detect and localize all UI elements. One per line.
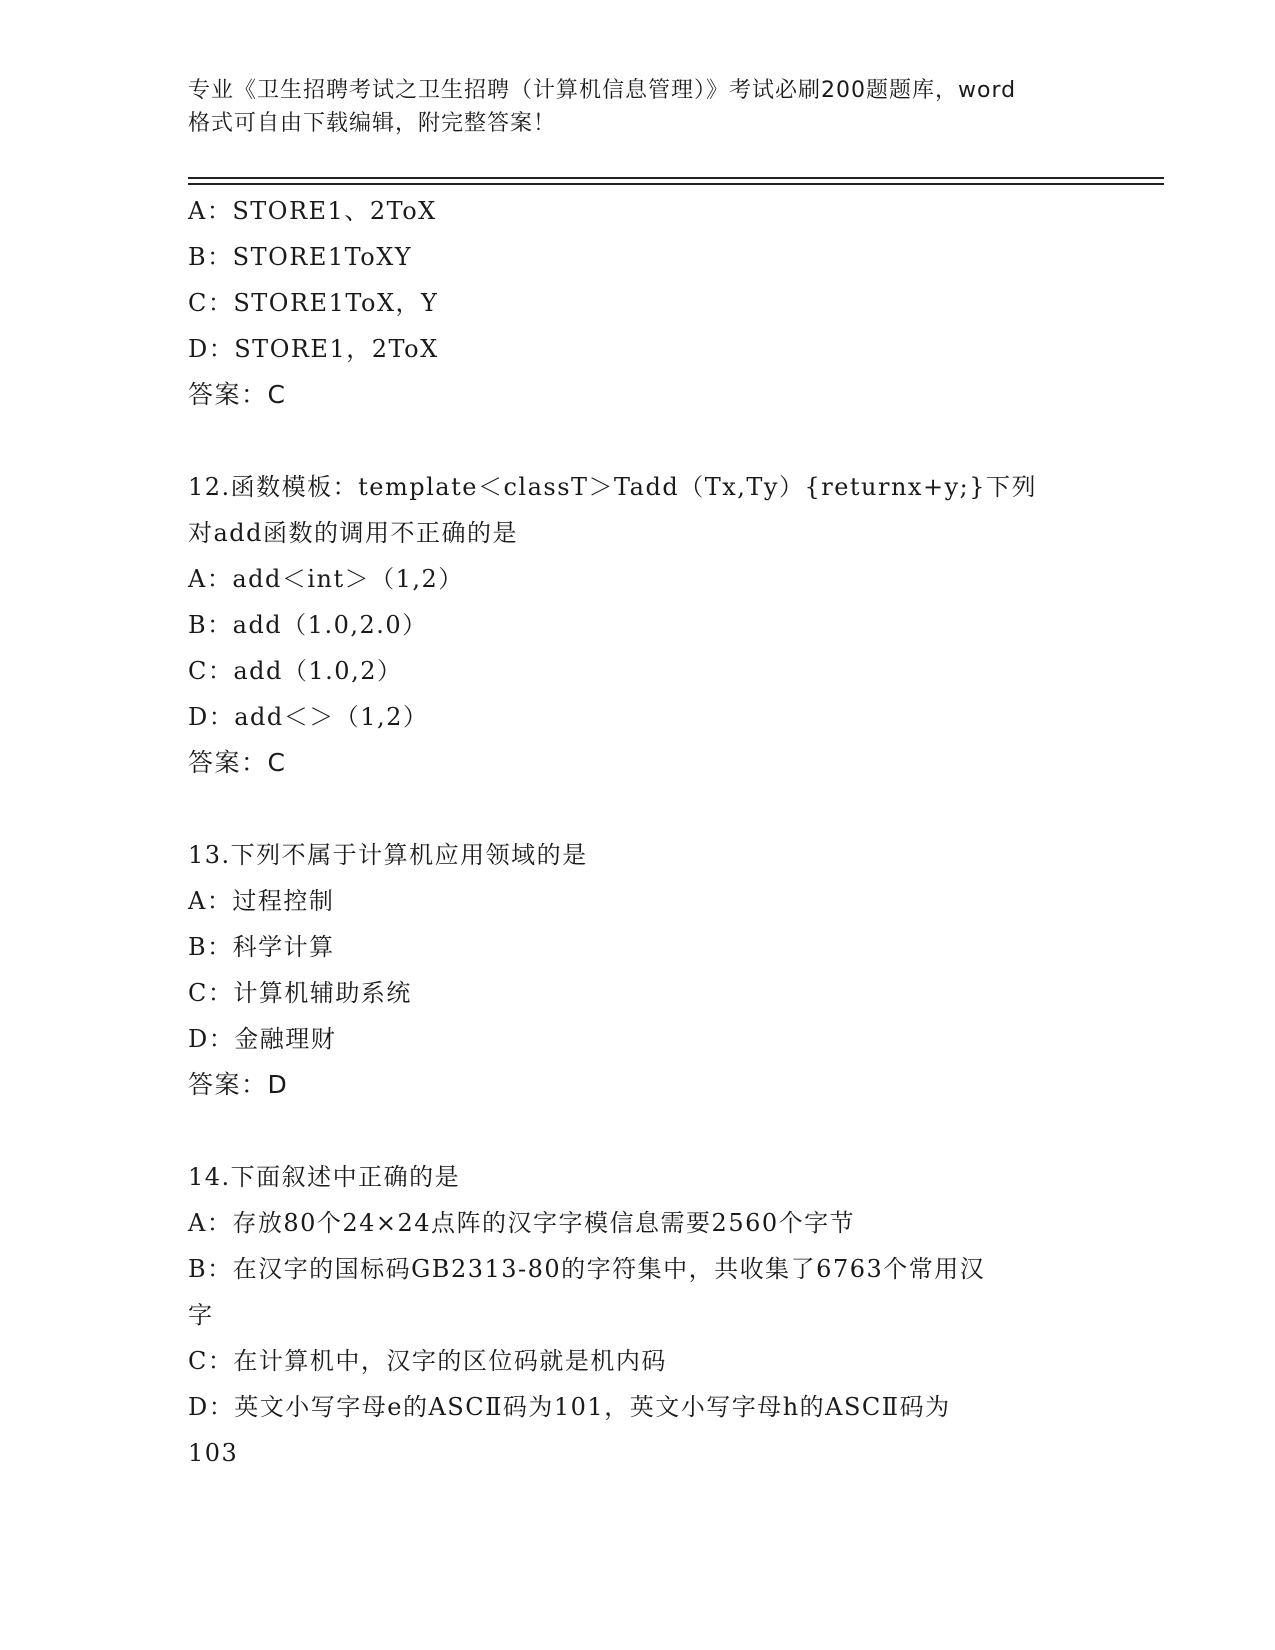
q13-answer: 答案：D [188,1070,289,1099]
q14-option-a: A：存放80个24×24点阵的汉字字模信息需要2560个字节 [188,1209,856,1237]
header-divider-bottom [188,183,1164,185]
q13-option-c: C：计算机辅助系统 [188,979,412,1007]
spacer [188,1108,1088,1154]
q12-option-a: A：add＜int＞（1,2） [188,565,464,593]
question-list [188,188,1088,1476]
q11-option-c: C：STORE1ToX，Y [188,289,439,317]
q14-option-d-line-2: 103 [188,1439,239,1467]
q11-answer: 答案：C [188,380,287,409]
header-title-line-1: 专业《卫生招聘考试之卫生招聘（计算机信息管理）》考试必刷200题题库，word [188,78,1017,103]
q12-option-d: D：add＜＞（1,2） [188,703,429,731]
spacer [188,418,1088,464]
q14-option-b-line-1: B：在汉字的国标码GB2313-80的字符集中，共收集了6763个常用汉 [188,1255,986,1283]
q11-option-a: A：STORE1、2ToX [188,197,437,225]
q13-option-a: A：过程控制 [188,887,335,915]
question-14 [188,1154,1088,1476]
q12-stem-line-2: 对add函数的调用不正确的是 [188,519,519,547]
question-11 [188,188,1088,418]
q11-option-b: B：STORE1ToXY [188,243,413,271]
spacer [188,786,1088,832]
q11-option-d: D：STORE1，2ToX [188,335,439,363]
q13-option-b: B：科学计算 [188,933,335,961]
q14-option-c: C：在计算机中，汉字的区位码就是机内码 [188,1347,667,1375]
question-13 [188,832,1088,1108]
q12-answer: 答案：C [188,748,287,777]
q12-option-c: C：add（1.0,2） [188,657,403,685]
q12-stem-line-1: 12.函数模板：template＜classT＞Tadd（Tx,Ty）{returnx+y;}下列 [188,473,1037,501]
q14-option-b-line-2: 字 [188,1301,214,1329]
header-title-line-2: 格式可自由下载编辑，附完整答案！ [188,111,557,136]
q14-stem: 14.下面叙述中正确的是 [188,1163,461,1191]
document-header [188,74,1088,140]
q13-option-d: D：金融理财 [188,1025,337,1053]
q12-option-b: B：add（1.0,2.0） [188,611,428,639]
question-12 [188,464,1088,786]
q14-option-d-line-1: D：英文小写字母e的ASCⅡ码为101，英文小写字母h的ASCⅡ码为 [188,1393,951,1421]
q13-stem: 13.下列不属于计算机应用领域的是 [188,841,588,869]
header-divider-top [188,177,1164,179]
